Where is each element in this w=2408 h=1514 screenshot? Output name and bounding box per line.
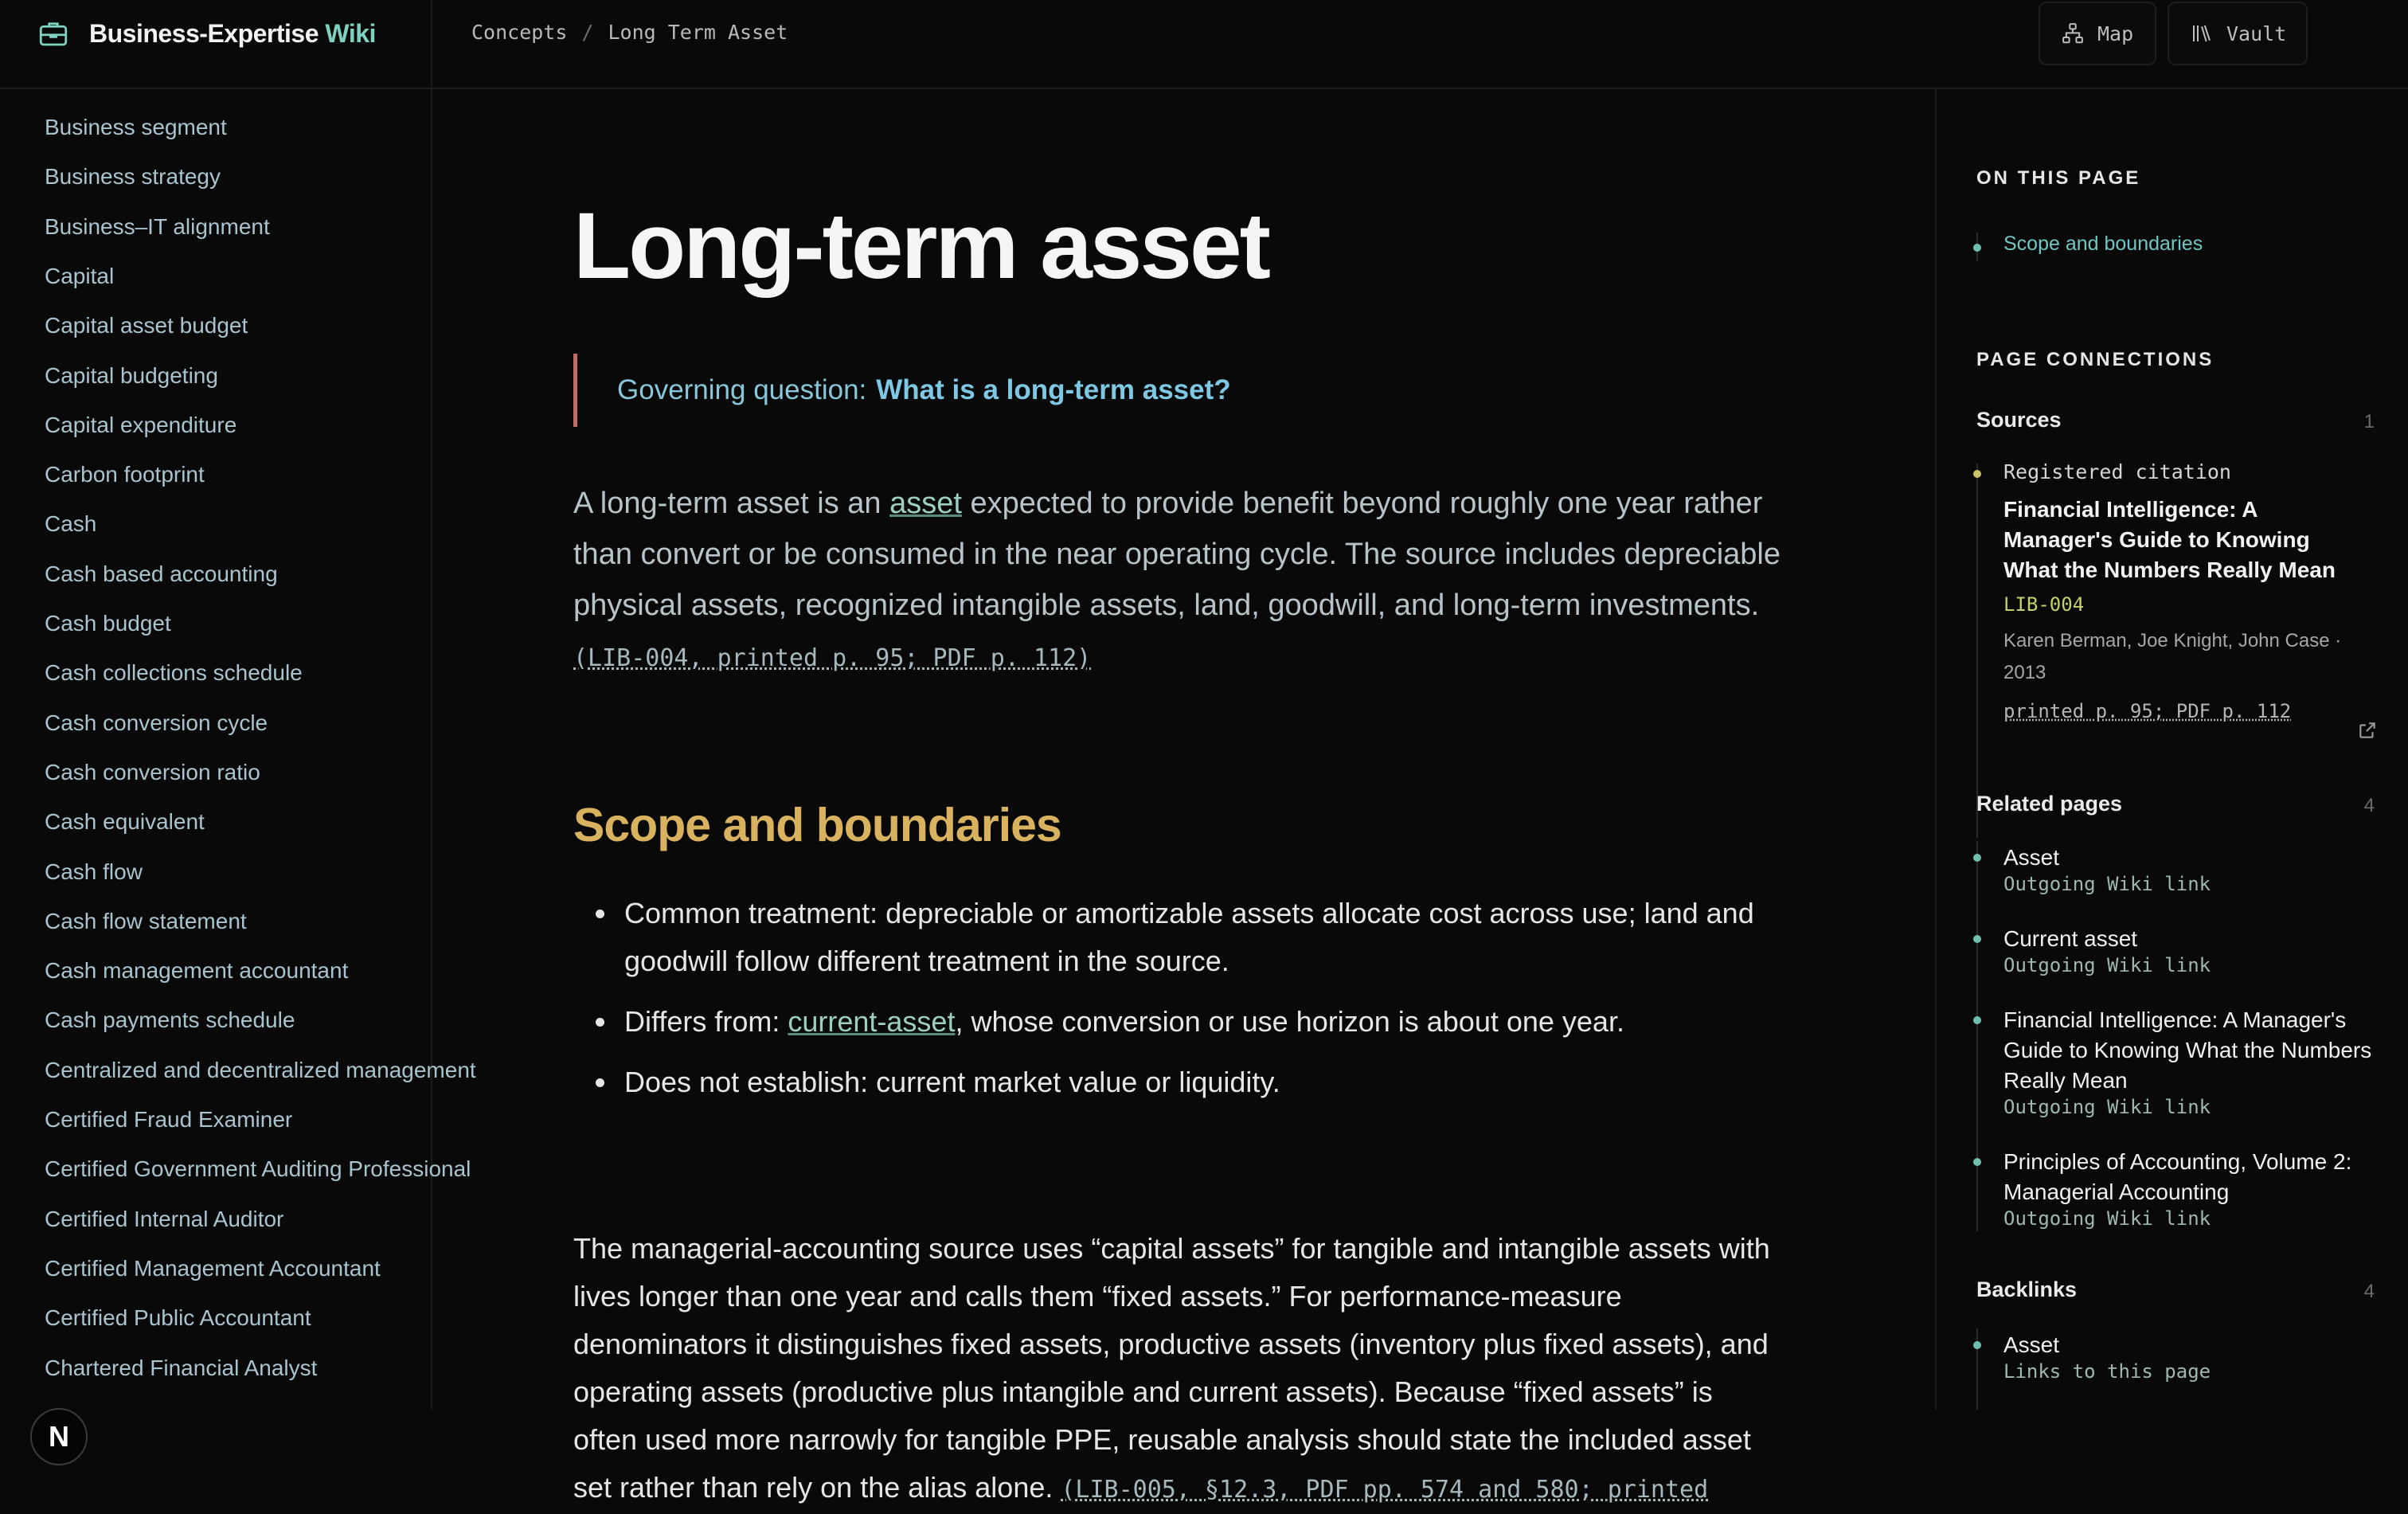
- related-page-kind: Outgoing Wiki link: [2003, 873, 2211, 895]
- next-badge-button[interactable]: N: [30, 1408, 88, 1465]
- sources-heading: Sources: [1976, 408, 2062, 432]
- sidebar-item[interactable]: Capital budgeting: [45, 362, 218, 388]
- citation-link[interactable]: (LIB-004, printed p. 95; PDF p. 112): [573, 644, 1092, 672]
- sidebar-item[interactable]: Capital expenditure: [45, 412, 237, 437]
- page-connections-title: PAGE CONNECTIONS: [1976, 349, 2214, 370]
- sidebar-item[interactable]: Capital asset budget: [45, 313, 248, 338]
- sidebar-item[interactable]: Business segment: [45, 115, 227, 139]
- current-asset-link[interactable]: current-asset: [788, 1005, 956, 1038]
- sidebar-item[interactable]: Cash budget: [45, 611, 171, 636]
- sidebar-item[interactable]: Certified Fraud Examiner: [45, 1107, 293, 1132]
- related-page-name: Principles of Accounting, Volume 2: Managerial Accounting: [2003, 1149, 2352, 1204]
- citation-title: Financial Intelligence: A Manager's Guide to Knowing What the Numbers Really Mean: [2003, 497, 2336, 582]
- related-page-item[interactable]: [2003, 843, 2386, 895]
- related-page-kind: Outgoing Wiki link: [2003, 1207, 2211, 1230]
- briefcase-icon: [37, 17, 70, 50]
- source-citation[interactable]: [2003, 460, 2370, 722]
- backlinks-heading: Backlinks: [1976, 1277, 2078, 1301]
- map-button[interactable]: Map: [2039, 2, 2156, 65]
- sidebar-item[interactable]: Centralized and decentralized management: [45, 1057, 476, 1082]
- breadcrumb-current: Long Term Asset: [608, 21, 788, 44]
- backlink-item[interactable]: [2003, 1330, 2211, 1383]
- external-link-icon[interactable]: [2357, 720, 2378, 741]
- related-page-kind: Outgoing Wiki link: [2003, 1096, 2211, 1118]
- sidebar-item[interactable]: Certified Government Auditing Professional: [45, 1156, 471, 1182]
- gq-text: What is a long-term asset?: [876, 374, 1231, 405]
- citation-link[interactable]: (LIB-005, §12.3, PDF pp. 574 and 580; printed: [1061, 1476, 1709, 1504]
- breadcrumb-separator: /: [581, 21, 594, 44]
- backlinks-count: 4: [2363, 1281, 2375, 1302]
- backlink-name: Asset: [2003, 1332, 2060, 1357]
- related-page-name: Current asset: [2003, 926, 2138, 951]
- sidebar-item[interactable]: Certified Management Accountant: [45, 1255, 381, 1281]
- on-this-page-title: ON THIS PAGE: [1976, 167, 2141, 189]
- sidebar-item[interactable]: Chartered Financial Analyst: [45, 1355, 318, 1380]
- section-heading-scope: Scope and boundaries: [573, 799, 1061, 851]
- sidebar-item[interactable]: Cash conversion ratio: [45, 759, 260, 784]
- list-item: Differs from: current-asset, whose conversion or use horizon is about one year.: [624, 998, 1851, 1046]
- list-item: Does not establish: current market value or liquidity.: [624, 1058, 1851, 1106]
- brand-title: Business-Expertise Wiki: [89, 18, 376, 48]
- sidebar-item[interactable]: Cash equivalent: [45, 809, 205, 835]
- sidebar-item[interactable]: Cash management accountant: [45, 958, 349, 984]
- library-icon: [2190, 22, 2214, 45]
- related-page-item[interactable]: [2003, 924, 2386, 976]
- related-page-name: Asset: [2003, 845, 2060, 870]
- sources-count: 1: [2363, 411, 2375, 432]
- toc-item-scope[interactable]: Scope and boundaries: [2003, 233, 2203, 255]
- lede-paragraph: A long-term asset is an asset expected to provide benefit beyond roughly one year rather than convert or be consumed in the near operating cycle. The source includes depreciable physical assets, recognized intangible assets, land, goodwill, and long-term investments. (LIB-004, printed p. 95; PDF p. 112): [573, 487, 1781, 672]
- sidebar-item[interactable]: Business strategy: [45, 164, 221, 190]
- sidebar-item[interactable]: Cash based accounting: [45, 561, 278, 586]
- brand[interactable]: [37, 13, 376, 54]
- governing-question: [573, 354, 1231, 427]
- page-title: Long-term asset: [573, 194, 1268, 299]
- sidebar-item[interactable]: Cash payments schedule: [45, 1007, 295, 1033]
- related-pages-count: 4: [2363, 795, 2375, 816]
- body-paragraph: The managerial-accounting source uses “capital assets” for tangible and intangible assets with lives longer than one year and calls them “fixed assets.” For performance-measure denominators it distinguishes fixed assets, productive assets (inventory plus fixed assets), and operating assets (productive plus intangible and current assets). Because “fixed assets” is often used more narrowly for tangible PPE, reusable analysis should state the included asset set rather than rely on the alias alone. (LIB-005, §12.3, PDF pp. 574 and 580; printed: [573, 1232, 1770, 1504]
- breadcrumb-concepts[interactable]: Concepts: [471, 21, 568, 44]
- sidebar-item[interactable]: Capital: [45, 263, 115, 288]
- related-pages-heading: Related pages: [1976, 792, 2123, 816]
- sidebar-item[interactable]: Cash collections schedule: [45, 660, 303, 686]
- citation-pages[interactable]: printed p. 95; PDF p. 112: [2003, 700, 2292, 722]
- citation-id: LIB-004: [2003, 593, 2085, 616]
- list-item: Common treatment: depreciable or amortizable assets allocate cost across use; land and goodwill follow different treatment in the source.: [624, 890, 1851, 985]
- header-divider: [431, 0, 432, 88]
- related-page-name: Financial Intelligence: A Manager's Guide to Knowing What the Numbers Really Mean: [2003, 1007, 2372, 1093]
- top-header: [0, 0, 2408, 89]
- sidebar-item[interactable]: Cash: [45, 511, 97, 537]
- gq-label: Governing question:: [617, 374, 867, 405]
- sidebar-item[interactable]: Cash conversion cycle: [45, 710, 268, 735]
- related-page-item[interactable]: [2003, 1005, 2386, 1118]
- vault-button[interactable]: Vault: [2168, 2, 2308, 65]
- sidebar-item[interactable]: Business–IT alignment: [45, 213, 270, 239]
- sidebar-item[interactable]: Certified Public Accountant: [45, 1305, 311, 1331]
- sidebar-item[interactable]: Certified Internal Auditor: [45, 1206, 284, 1231]
- breadcrumb: [471, 21, 788, 44]
- citation-authors: Karen Berman, Joe Knight, John Case · 2013: [2003, 630, 2342, 683]
- asset-link[interactable]: asset: [889, 487, 962, 520]
- scope-list: [573, 890, 1851, 1119]
- backlink-kind: Links to this page: [2003, 1360, 2211, 1383]
- right-rail-divider: [1935, 89, 1937, 1410]
- related-page-item[interactable]: [2003, 1147, 2386, 1230]
- sidebar-item[interactable]: Carbon footprint: [45, 462, 205, 487]
- graph-icon: [2061, 22, 2085, 45]
- sidebar-item[interactable]: Cash flow: [45, 859, 143, 884]
- sidebar-nav: [0, 89, 476, 1453]
- sidebar-item[interactable]: Cash flow statement: [45, 908, 247, 933]
- related-page-kind: Outgoing Wiki link: [2003, 954, 2211, 976]
- citation-label: Registered citation: [2003, 460, 2231, 483]
